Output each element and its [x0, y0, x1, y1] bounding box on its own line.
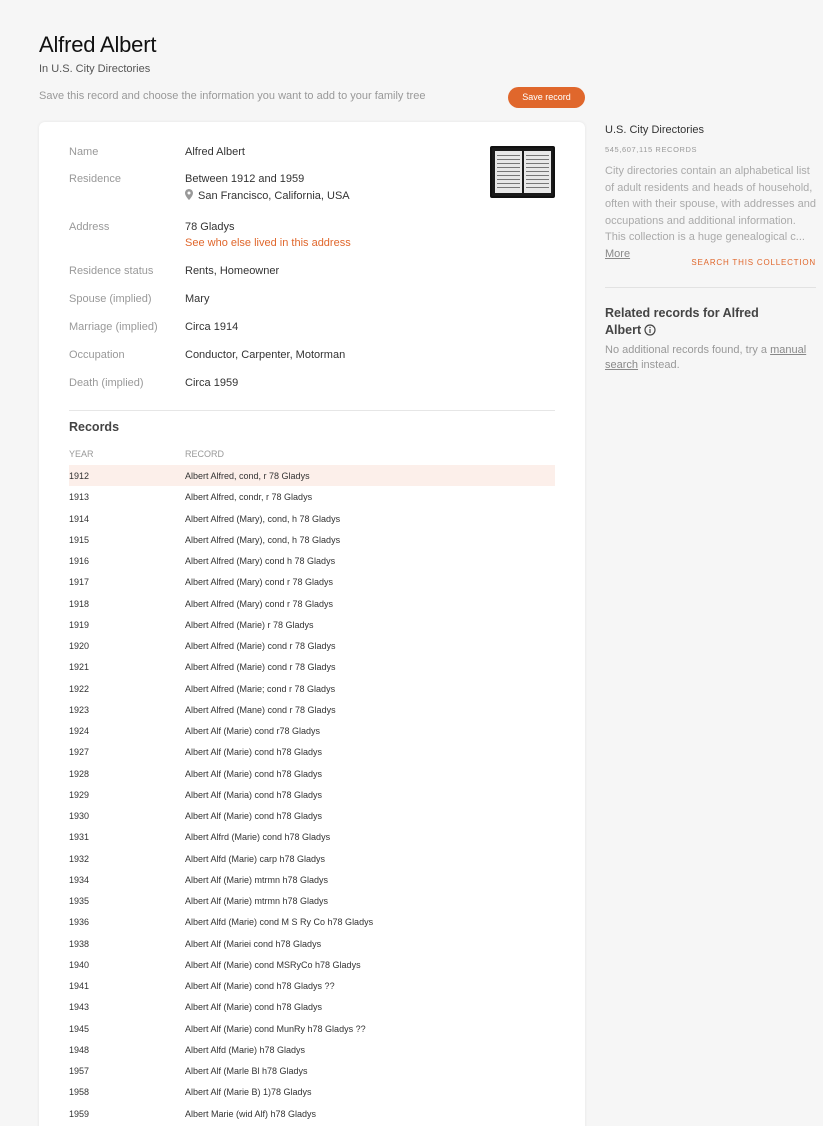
table-row[interactable]: [69, 1039, 555, 1060]
table-row[interactable]: [69, 508, 555, 529]
field-label: Marriage (implied): [69, 321, 158, 333]
row-year: 1959: [69, 1108, 90, 1119]
save-record-button[interactable]: Save record: [508, 87, 585, 108]
manual-search-link[interactable]: manual search: [605, 344, 807, 371]
row-year: 1943: [69, 1002, 90, 1013]
row-year: 1928: [69, 768, 90, 779]
table-row[interactable]: [69, 529, 555, 550]
row-record: Albert Alf (Marie) cond MSRyCo h78 Gladys: [185, 959, 361, 970]
table-row[interactable]: [69, 486, 555, 507]
row-record: Albert Alfred, condr, r 78 Gladys: [185, 492, 313, 503]
table-row[interactable]: [69, 975, 555, 996]
row-record: Albert Marie (wid Alf) h78 Gladys: [185, 1108, 317, 1119]
table-row[interactable]: [69, 869, 555, 890]
record-header: [39, 32, 585, 75]
table-row[interactable]: [69, 784, 555, 805]
row-year: 1945: [69, 1023, 90, 1034]
table-row[interactable]: [69, 933, 555, 954]
save-row: [39, 87, 585, 109]
field-value: Alfred Albert: [185, 146, 245, 158]
row-year: 1915: [69, 534, 90, 545]
row-year: 1924: [69, 726, 90, 736]
collection-subtitle: In U.S. City Directories: [39, 63, 151, 75]
row-record: Albert Alf (Marie) cond h78 Gladys: [185, 1002, 323, 1013]
field-label: Spouse (implied): [69, 293, 152, 305]
thumbnail-page-right: [524, 151, 551, 193]
info-icon[interactable]: [644, 324, 656, 341]
row-record: Albert Alfred (Mary) cond r 78 Gladys: [185, 598, 334, 609]
table-row[interactable]: [69, 465, 555, 486]
row-record: Albert Alfred (Mane) cond r 78 Gladys: [185, 704, 336, 715]
row-year: 1932: [69, 853, 90, 864]
row-year: 1940: [69, 959, 90, 970]
residence-place-text: San Francisco, California, USA: [198, 190, 350, 202]
row-year: 1934: [69, 874, 90, 885]
collection-record-count: 545,607,115 RECORDS: [605, 145, 698, 154]
row-record: Albert Alf (Marie B) 1)78 Gladys: [185, 1087, 312, 1098]
field-value: 78 Gladys: [185, 221, 235, 233]
field-label: Death (implied): [69, 377, 144, 389]
row-year: 1919: [69, 619, 90, 630]
row-record: Albert Alfred (Marie) r 78 Gladys: [185, 619, 314, 630]
row-year: 1948: [69, 1044, 90, 1055]
table-row[interactable]: [69, 656, 555, 677]
table-row[interactable]: [69, 635, 555, 656]
related-text-before: No additional records found, try a: [605, 344, 768, 356]
table-row[interactable]: [69, 848, 555, 869]
row-record: Albert Alf (Marie) cond h78 Gladys: [185, 747, 323, 758]
table-row[interactable]: [69, 1081, 555, 1102]
row-record: Albert Alf (Marie) cond r78 Gladys: [185, 726, 321, 736]
table-row[interactable]: [69, 550, 555, 571]
row-record: Albert Alf (Maria) cond h78 Gladys: [185, 789, 323, 800]
row-year: 1920: [69, 641, 90, 651]
field-label: Residence: [69, 173, 121, 185]
table-row[interactable]: [69, 720, 555, 741]
field-label: Occupation: [69, 349, 125, 361]
related-records-heading: [605, 305, 795, 341]
row-year: 1918: [69, 598, 90, 609]
row-year: 1938: [69, 938, 90, 949]
table-row[interactable]: [69, 1060, 555, 1081]
field-value: Rents, Homeowner: [185, 265, 280, 277]
search-collection-link[interactable]: SEARCH THIS COLLECTION: [691, 258, 816, 267]
row-record: Albert Alf (Marie) mtrmn h78 Gladys: [185, 874, 329, 885]
related-text-after: instead.: [641, 359, 680, 371]
row-record: Albert Alfred (Mary), cond, h 78 Gladys: [185, 534, 341, 545]
address-neighbors-link[interactable]: See who else lived in this address: [185, 237, 351, 249]
row-record: Albert Alf (Marie) cond h78 Gladys: [185, 811, 323, 821]
row-record: Albert Alfred (Marie; cond r 78 Gladys: [185, 683, 336, 694]
table-row[interactable]: [69, 1103, 555, 1124]
row-year: 1958: [69, 1087, 90, 1098]
row-year: 1935: [69, 896, 90, 906]
location-pin-icon: [185, 189, 193, 203]
row-year: 1927: [69, 747, 90, 758]
row-year: 1923: [69, 704, 90, 715]
row-record: Albert Alf (Mariei cond h78 Gladys: [185, 938, 322, 949]
row-year: 1914: [69, 513, 90, 524]
row-record: Albert Alf (Marle Bl h78 Gladys: [185, 1066, 308, 1076]
field-value: Circa 1914: [185, 321, 239, 333]
table-row[interactable]: [69, 593, 555, 614]
table-row[interactable]: [69, 571, 555, 592]
residence-place: [185, 189, 350, 203]
row-year: 1922: [69, 683, 90, 694]
row-record: Albert Alfred (Marie) cond r 78 Gladys: [185, 641, 336, 651]
field-label: Address: [69, 221, 110, 233]
table-row[interactable]: [69, 678, 555, 699]
row-record: Albert Alfd (Marie) cond M S Ry Co h78 Gladys: [185, 917, 374, 928]
records-heading: Records: [69, 420, 120, 434]
row-year: 1936: [69, 917, 90, 928]
row-record: Albert Alfd (Marie) carp h78 Gladys: [185, 853, 326, 864]
related-records-title: Related records for Alfred Albert: [605, 306, 759, 337]
save-hint: Save this record and choose the information you want to add to your family tree: [39, 90, 426, 102]
row-year: 1929: [69, 789, 90, 800]
row-record: Albert Alfrd (Marie) cond h78 Gladys: [185, 832, 331, 843]
field-label: Name: [69, 146, 99, 158]
table-row[interactable]: [69, 763, 555, 784]
table-row[interactable]: [69, 890, 555, 911]
field-value: Mary: [185, 293, 210, 305]
row-year: 1957: [69, 1066, 90, 1076]
section-divider: [69, 410, 555, 411]
page-title: Alfred Albert: [39, 32, 157, 57]
row-record: Albert Alfred (Marie) cond r 78 Gladys: [185, 662, 336, 673]
row-record: Albert Alfred (Mary) cond h 78 Gladys: [185, 556, 336, 566]
row-year: 1921: [69, 662, 90, 673]
related-records-message: [605, 343, 816, 373]
row-record: Albert Alf (Marie) cond h78 Gladys ??: [185, 981, 335, 991]
row-year: 1931: [69, 832, 90, 843]
table-row[interactable]: [69, 1018, 555, 1039]
row-year: 1916: [69, 556, 90, 566]
table-row[interactable]: [69, 805, 555, 826]
collection-title[interactable]: U.S. City Directories: [605, 124, 705, 136]
more-link[interactable]: More: [605, 247, 631, 260]
field-value: Circa 1959: [185, 377, 239, 389]
row-year: 1912: [69, 471, 90, 481]
row-year: 1941: [69, 981, 90, 991]
records-table: [69, 465, 555, 1124]
row-record: Albert Alf (Marie) cond MunRy h78 Gladys ??: [185, 1023, 366, 1034]
row-record: Albert Alfred (Mary) cond r 78 Gladys: [185, 577, 334, 588]
row-record: Albert Alfred, cond, r 78 Gladys: [185, 471, 310, 481]
table-row[interactable]: [69, 954, 555, 975]
field-value: Conductor, Carpenter, Motorman: [185, 349, 346, 361]
row-record: Albert Alf (Marie) cond h78 Gladys: [185, 768, 323, 779]
table-row[interactable]: [69, 911, 555, 932]
column-header-record: RECORD: [185, 449, 225, 459]
table-row[interactable]: [69, 826, 555, 847]
collection-description-text: City directories contain an alphabetical list of adult residents and heads of household, often with their spouse, with addresses and occupations and additional information. This collection is a huge genealogical c...: [605, 165, 816, 243]
row-record: Albert Alfred (Mary), cond, h 78 Gladys: [185, 513, 341, 524]
field-value: Between 1912 and 1959: [185, 173, 305, 185]
thumbnail-page-left: [495, 151, 522, 193]
row-year: 1917: [69, 577, 90, 588]
row-record: Albert Alf (Marie) mtrmn h78 Gladys: [185, 896, 329, 906]
row-year: 1930: [69, 811, 90, 821]
table-row[interactable]: [69, 996, 555, 1017]
table-row[interactable]: [69, 699, 555, 720]
row-record: Albert Alfd (Marie) h78 Gladys: [185, 1044, 306, 1055]
record-image-thumbnail[interactable]: [490, 146, 555, 198]
field-label: Residence status: [69, 265, 154, 277]
collection-description: [605, 163, 816, 262]
table-row[interactable]: [69, 614, 555, 635]
record-card: [39, 122, 585, 1126]
column-header-year: YEAR: [69, 449, 94, 459]
row-year: 1913: [69, 492, 90, 503]
sidebar-divider: [605, 287, 816, 288]
table-row[interactable]: [69, 741, 555, 762]
